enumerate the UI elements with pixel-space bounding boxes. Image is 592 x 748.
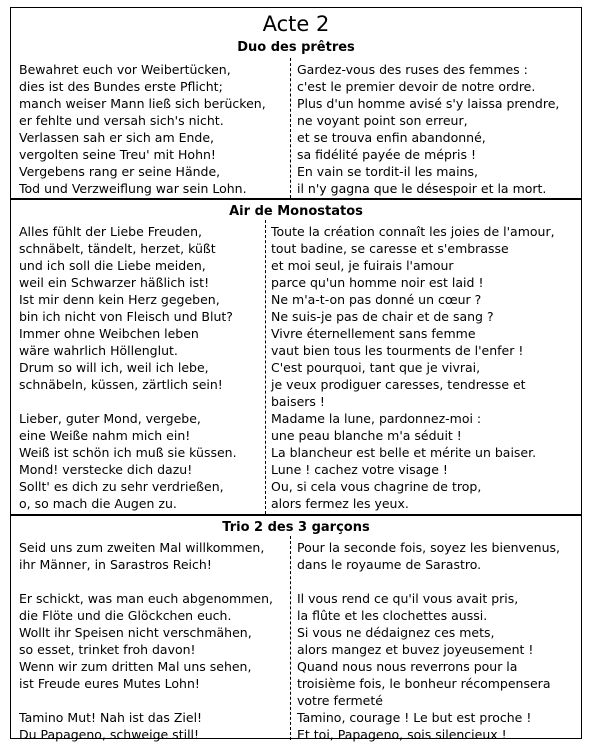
- verse-line: Tod und Verzweiflung war sein Lohn.: [19, 181, 247, 196]
- verse-line: Ou, si cela vous chagrine de trop,: [271, 479, 482, 494]
- verse-line: [19, 692, 285, 709]
- section-duo-des-pretres: [11, 8, 581, 198]
- verse-line: schnäbeln, küssen, zärtlich sein!: [19, 377, 223, 392]
- column-divider: [265, 220, 266, 514]
- verse-line: Madame la lune, pardonnez-moi :: [271, 411, 482, 426]
- verse-line: alors mangez et buvez joyeusement !: [297, 642, 534, 657]
- verse-lines: [297, 539, 577, 743]
- verse-line: [19, 393, 265, 410]
- verse-line: die Flöte und die Glöckchen euch.: [19, 608, 232, 623]
- verse-lines: [19, 539, 285, 743]
- verse-line: il n'y gagna que le désespoir et la mort.: [297, 181, 547, 196]
- verse-line: C'est pourquoi, tant que je vivrai,: [271, 360, 481, 375]
- verse-line: Ist mir denn kein Herz gegeben,: [19, 292, 220, 307]
- section-title: Trio 2 des 3 garçons: [222, 520, 370, 535]
- verse-line: bin ich nicht von Fleisch und Blut?: [19, 309, 233, 324]
- verse-line: vaut bien tous les tourments de l'enfer !: [271, 343, 524, 358]
- verse-line: so esset, trinket froh davon!: [19, 642, 196, 657]
- libretto-page: [10, 7, 582, 742]
- verse-line: er fehlte und versah sich's nicht.: [19, 113, 224, 128]
- section-title: Duo des prêtres: [237, 40, 355, 55]
- verse-line: c'est le premier devoir de notre ordre.: [297, 79, 536, 94]
- verse-line: Bewahret euch vor Weibertücken,: [19, 62, 231, 77]
- verse-line: [19, 573, 285, 590]
- german-text: [19, 539, 285, 740]
- verse-line: Vivre éternellement sans femme: [271, 326, 476, 341]
- verse-line: wäre wahrlich Höllenglut.: [19, 343, 178, 358]
- verse-line: Et toi, Papageno, sois silencieux !: [297, 727, 507, 742]
- verse-line: Plus d'un homme avisé s'y laissa prendre,: [297, 96, 560, 111]
- verse-line: Ne m'a-t-on pas donné un cœur ?: [271, 292, 482, 307]
- verse-line: Il vous rend ce qu'il vous avait pris,: [297, 591, 519, 606]
- verse-line: alors fermez les yeux.: [271, 496, 409, 511]
- verse-line: dans le royaume de Sarastro.: [297, 557, 482, 572]
- section-air-de-monostatos: [11, 198, 581, 514]
- verse-line: parce qu'un homme noir est laid !: [271, 275, 484, 290]
- verse-line: o, so mach die Augen zu.: [19, 496, 177, 511]
- verse-line: Pour la seconde fois, soyez les bienvenus,: [297, 540, 560, 555]
- verse-line: Verlassen sah er sich am Ende,: [19, 130, 215, 145]
- column-divider: [290, 536, 291, 740]
- verse-line: Sollt' es dich zu sehr verdrießen,: [19, 479, 224, 494]
- verse-line: Ne suis-je pas de chair et de sang ?: [271, 309, 494, 324]
- verse-line: und ich soll die Liebe meiden,: [19, 258, 206, 273]
- section-title: Air de Monostatos: [229, 204, 363, 219]
- verse-line: En vain se tordit-il les mains,: [297, 164, 478, 179]
- verse-line: Drum so will ich, weil ich lebe,: [19, 360, 209, 375]
- verse-line: Seid uns zum zweiten Mal willkommen,: [19, 540, 265, 555]
- verse-line: Alles fühlt der Liebe Freuden,: [19, 224, 203, 239]
- verse-line: Wollt ihr Speisen nicht verschmähen,: [19, 625, 252, 640]
- section-trio-des-garcons: [11, 514, 581, 740]
- verse-line: manch weiser Mann ließ sich berücken,: [19, 96, 266, 111]
- verse-line: Immer ohne Weibchen leben: [19, 326, 199, 341]
- verse-line: Du Papageno, schweige still!: [19, 727, 200, 742]
- verse-line: Gardez-vous des ruses des femmes :: [297, 62, 528, 77]
- verse-line: La blancheur est belle et mérite un baiser.: [271, 445, 537, 460]
- verse-line: ist Freude eures Mutes Lohn!: [19, 676, 200, 691]
- verse-line: weil ein Schwarzer häßlich ist!: [19, 275, 210, 290]
- verse-line: Weiß ist schön ich muß sie küssen.: [19, 445, 237, 460]
- verse-line: baisers !: [271, 394, 325, 409]
- verse-lines: [19, 61, 285, 197]
- french-text: [271, 223, 577, 514]
- verse-line: dies ist des Bundes erste Pflicht;: [19, 79, 223, 94]
- verse-line: Toute la création connaît les joies de l'amour,: [271, 224, 555, 239]
- verse-line: Vergebens rang er seine Hände,: [19, 164, 221, 179]
- verse-line: la flûte et les clochettes aussi.: [297, 608, 488, 623]
- verse-line: vergolten seine Treu' mit Hohn!: [19, 147, 216, 162]
- verse-line: je veux prodiguer caresses, tendresse et: [271, 377, 526, 392]
- column-divider: [290, 58, 291, 198]
- french-text: [297, 61, 577, 198]
- verse-line: et moi seul, je fuirais l'amour: [271, 258, 454, 273]
- act-title: Acte 2: [262, 12, 330, 36]
- verse-line: Quand nous nous reverrons pour la: [297, 659, 518, 674]
- verse-lines: [271, 223, 577, 512]
- verse-line: tout badine, se caresse et s'embrasse: [271, 241, 509, 256]
- verse-line: Wenn wir zum dritten Mal uns sehen,: [19, 659, 252, 674]
- verse-line: Lieber, guter Mond, vergebe,: [19, 411, 201, 426]
- verse-line: eine Weiße nahm mich ein!: [19, 428, 191, 443]
- verse-line: une peau blanche m'a séduit !: [271, 428, 462, 443]
- verse-line: Si vous ne dédaignez ces mets,: [297, 625, 495, 640]
- verse-line: ne voyant point son erreur,: [297, 113, 468, 128]
- verse-lines: [19, 223, 265, 512]
- verse-line: sa fidélité payée de mépris !: [297, 147, 477, 162]
- verse-line: Lune ! cachez votre visage !: [271, 462, 448, 477]
- verse-line: Tamino Mut! Nah ist das Ziel!: [19, 710, 203, 725]
- german-text: [19, 61, 285, 198]
- verse-line: votre fermeté: [297, 693, 383, 708]
- verse-line: [297, 573, 577, 590]
- verse-line: schnäbelt, tändelt, herzet, küßt: [19, 241, 216, 256]
- verse-line: Mond! verstecke dich dazu!: [19, 462, 193, 477]
- verse-line: ihr Männer, in Sarastros Reich!: [19, 557, 212, 572]
- french-text: [297, 539, 577, 740]
- verse-line: Tamino, courage ! Le but est proche !: [297, 710, 532, 725]
- verse-line: et se trouva enfin abandonné,: [297, 130, 486, 145]
- verse-lines: [297, 61, 577, 197]
- verse-line: Er schickt, was man euch abgenommen,: [19, 591, 273, 606]
- verse-line: troisième fois, le bonheur récompensera: [297, 676, 551, 691]
- german-text: [19, 223, 265, 514]
